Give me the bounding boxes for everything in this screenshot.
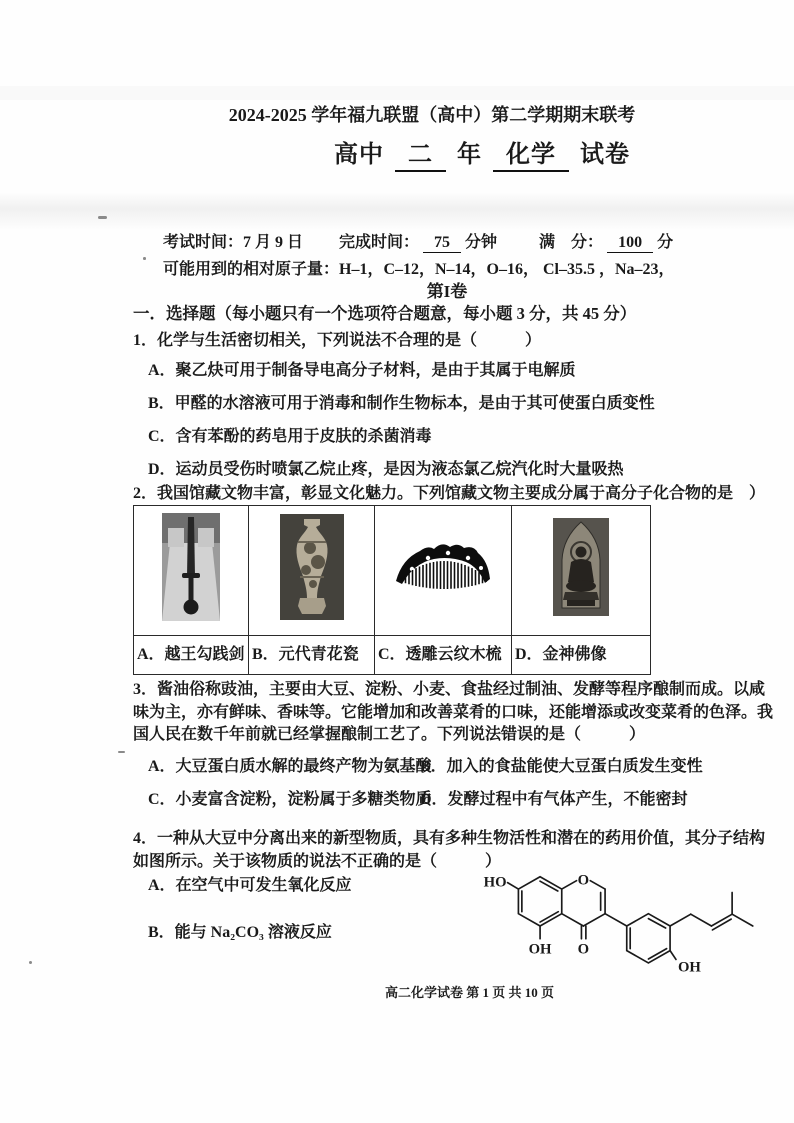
- subtitle-suffix: 试卷: [580, 142, 630, 168]
- artifact-label-b: B．元代青花瓷: [249, 636, 375, 675]
- exam-info-line: [163, 232, 673, 254]
- scan-shadow-band: [0, 192, 794, 230]
- buddha-photo: [553, 518, 609, 616]
- question-1-option-d: D．运动员受伤时喷氯乙烷止疼，是因为液态氯乙烷汽化时大量吸热: [148, 461, 624, 478]
- question-3-options-ab: [148, 756, 788, 778]
- full-score-unit: 分: [657, 234, 674, 251]
- atomic-mass-line: 可能用到的相对原子量：H–1，C–12，N–14，O–16， Cl–35.5 ，Na–23，: [163, 261, 675, 278]
- isoflavone-structure: [462, 860, 758, 990]
- artifact-cell-buddha: [512, 506, 651, 636]
- question-4-stem-line2: 如图所示。关于该物质的说法不正确的是（ ）: [133, 852, 502, 870]
- artifact-label-c: C．透雕云纹木梳: [375, 636, 512, 675]
- full-score-label: 满 分：: [539, 234, 604, 251]
- subtitle-mid: 年: [457, 142, 482, 168]
- sword-photo: [162, 513, 220, 621]
- question-2-stem: 2．我国馆藏文物丰富，彰显文化魅力。下列馆藏文物主要成分属于高分子化合物的是 ）: [133, 485, 766, 502]
- question-3-option-b: B．加入的食盐能使大豆蛋白质发生变性: [420, 758, 703, 775]
- ketone-oxygen-label: O: [577, 941, 590, 958]
- artifact-image-row: [134, 506, 651, 636]
- left-oh-label: OH: [528, 941, 552, 958]
- artifact-cell-vase: [249, 506, 375, 636]
- scan-shadow-top: [0, 86, 794, 100]
- scan-speck: [98, 216, 107, 219]
- question-1-stem: 1．化学与生活密切相关，下列说法不合理的是（ ）: [133, 332, 542, 349]
- question-3-option-a: A．大豆蛋白质水解的最终产物为氨基酸: [148, 758, 432, 775]
- section-one-heading: 一．选择题（每小题只有一个选项符合题意，每小题 3 分，共 45 分）: [133, 304, 637, 323]
- question-1-option-a: A．聚乙炔可用于制备导电高分子材料，是由于其属于电解质: [148, 362, 576, 379]
- exam-title: 2024-2025 学年福九联盟（高中）第二学期期末联考: [228, 105, 636, 125]
- question-3-options-cd: [148, 789, 788, 811]
- part-one-title: 第I卷: [426, 282, 468, 301]
- finish-time-unit: 分钟: [465, 234, 498, 251]
- subtitle-prefix: 高中: [334, 142, 384, 168]
- vase-photo: [280, 514, 344, 620]
- exam-time: 考试时间：7 月 9 日: [163, 234, 304, 251]
- finish-time-value: 75: [423, 234, 461, 253]
- ring-oxygen-label: O: [577, 872, 590, 889]
- scan-speck: [29, 961, 32, 964]
- question-3-stem-line3: 国人民在数千年前就已经掌握酿制工艺了。下列说法错误的是（ ）: [133, 726, 646, 743]
- question-4-option-a: A．在空气中可发生氧化反应: [148, 877, 352, 894]
- question-3-option-c: C．小麦富含淀粉，淀粉属于多糖类物质: [148, 791, 432, 808]
- artifact-table: [133, 505, 651, 675]
- question-3-stem-line2: 味为主，亦有鲜味、香味等。它能增加和改善菜肴的口味，还能增添或改变菜肴的色泽。我: [133, 703, 774, 721]
- artifact-cell-sword: [134, 506, 249, 636]
- question-4-stem-line1: 4．一种从大豆中分离出来的新型物质，具有多种生物活性和潜在的药用价值，其分子结构: [133, 830, 766, 847]
- subject-blank: 化学: [493, 142, 569, 172]
- full-score-value: 100: [607, 234, 653, 253]
- question-3-stem: [133, 679, 781, 747]
- finish-time-label: 完成时间：: [339, 234, 420, 251]
- molecule-structure-figure: [462, 860, 758, 997]
- question-4-option-b: B．能与 Na₂CO₃ 溶液反应: [148, 924, 332, 941]
- right-oh-label: OH: [677, 959, 701, 976]
- artifact-label-a: A．越王勾践剑: [134, 636, 249, 675]
- question-3-option-d: D．发酵过程中有气体产生，不能密封: [420, 791, 688, 808]
- paper-subtitle: [170, 139, 794, 172]
- comb-photo: [390, 537, 496, 597]
- question-1-option-c: C．含有苯酚的药皂用于皮肤的杀菌消毒: [148, 428, 432, 445]
- scan-speck: [143, 257, 146, 260]
- artifact-cell-comb: [375, 506, 512, 636]
- artifact-label-row: [134, 636, 651, 675]
- scan-speck: [118, 751, 125, 753]
- page-footer: 高二化学试卷 第 1 页 共 10 页: [385, 985, 555, 1000]
- artifact-label-d: D．金神佛像: [512, 636, 651, 675]
- grade-blank: 二: [395, 142, 446, 172]
- ho-label: HO: [483, 874, 507, 891]
- question-3-stem-line1: 3．酱油俗称豉油，主要由大豆、淀粉、小麦、食盐经过制油、发酵等程序酿制而成。以咸: [133, 681, 766, 698]
- question-1-option-b: B．甲醛的水溶液可用于消毒和制作生物标本，是由于其可使蛋白质变性: [148, 395, 655, 412]
